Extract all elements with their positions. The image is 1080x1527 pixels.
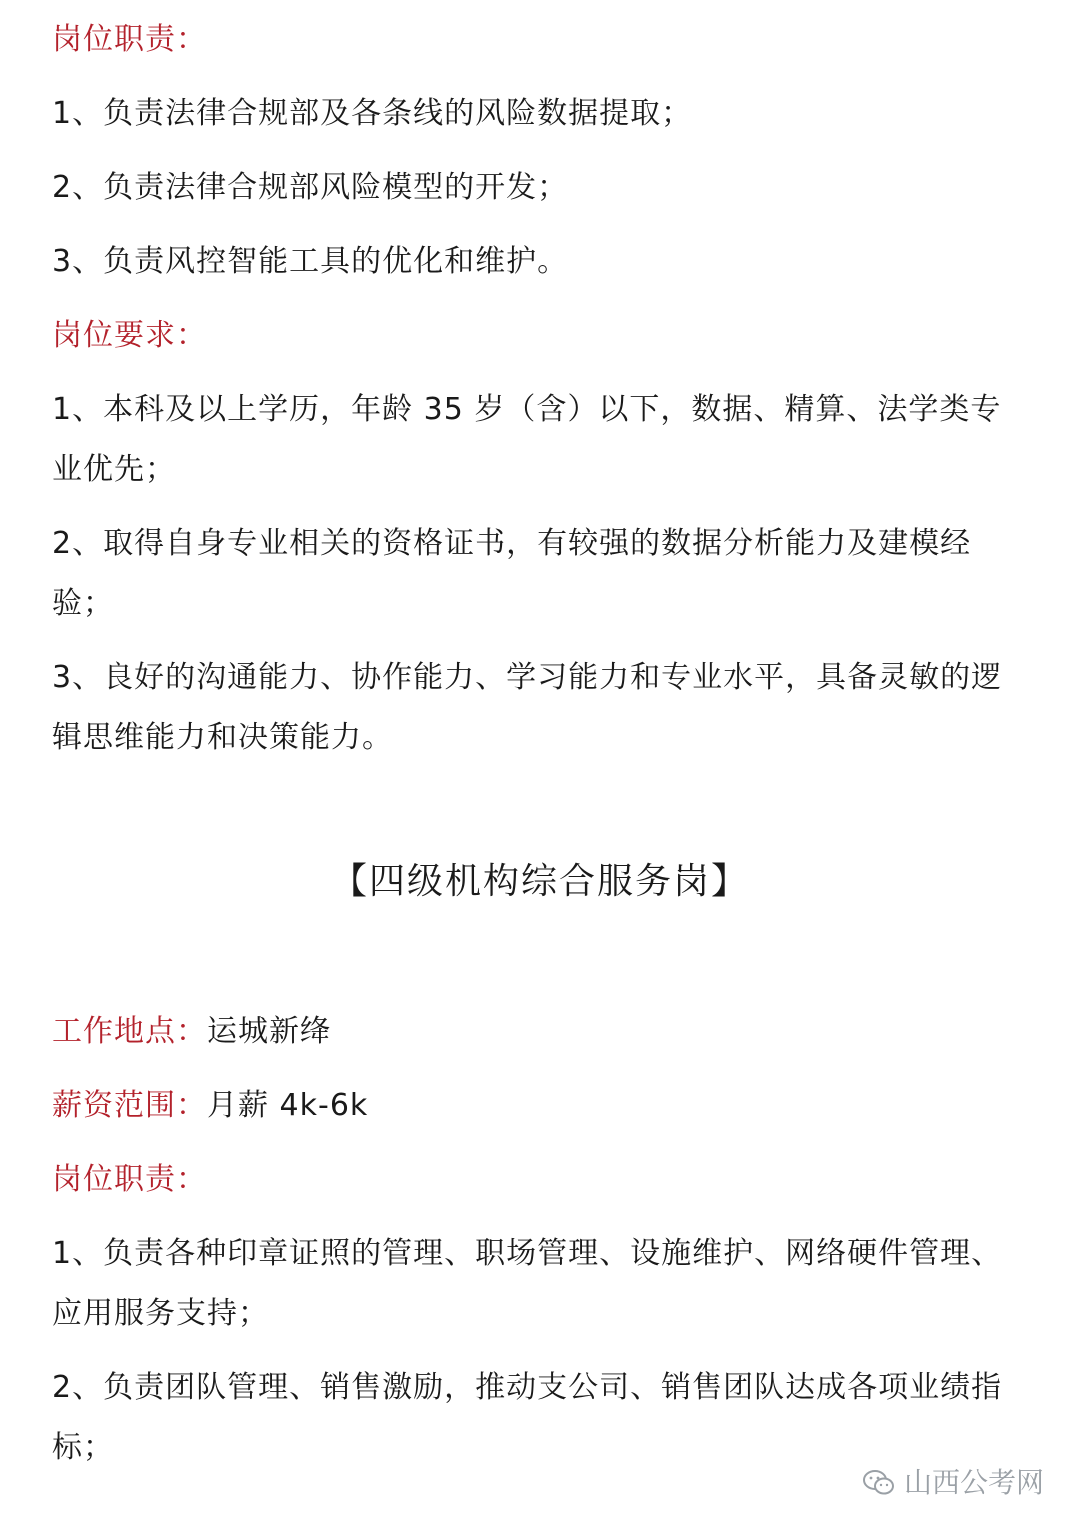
watermark [862, 1465, 1044, 1501]
location-row [52, 1012, 331, 1052]
duties-label: 岗位职责： [52, 1162, 207, 1197]
requirement-item: 1、本科及以上学历，年龄 35 岁（含）以下，数据、精算、法学类专业优先； [52, 392, 1002, 487]
wechat-icon [862, 1469, 896, 1497]
position-title: 【四级机构综合服务岗】 [330, 861, 749, 902]
requirements-label: 岗位要求： [52, 318, 207, 353]
duty-item: 3、负责风控智能工具的优化和维护。 [52, 244, 569, 279]
salary-row [52, 1086, 368, 1126]
requirement-item: 2、取得自身专业相关的资格证书，有较强的数据分析能力及建模经验； [52, 526, 972, 621]
duty-item: 2、负责法律合规部风险模型的开发； [52, 170, 569, 205]
location-label: 工作地点： [52, 1014, 207, 1049]
salary-value: 月薪 4k-6k [207, 1088, 369, 1123]
salary-label: 薪资范围： [52, 1088, 207, 1123]
duty-item: 1、负责各种印章证照的管理、职场管理、设施维护、网络硬件管理、应用服务支持； [52, 1236, 1003, 1331]
duty-item: 2、负责团队管理、销售激励，推动支公司、销售团队达成各项业绩指标； [52, 1370, 1003, 1465]
watermark-text: 山西公考网 [903, 1466, 1044, 1499]
duties-label: 岗位职责： [52, 22, 207, 57]
requirement-item: 3、良好的沟通能力、协作能力、学习能力和专业水平，具备灵敏的逻辑思维能力和决策能力。 [52, 660, 1003, 755]
duty-item: 1、负责法律合规部及各条线的风险数据提取； [52, 96, 693, 131]
location-value: 运城新绛 [207, 1014, 331, 1049]
